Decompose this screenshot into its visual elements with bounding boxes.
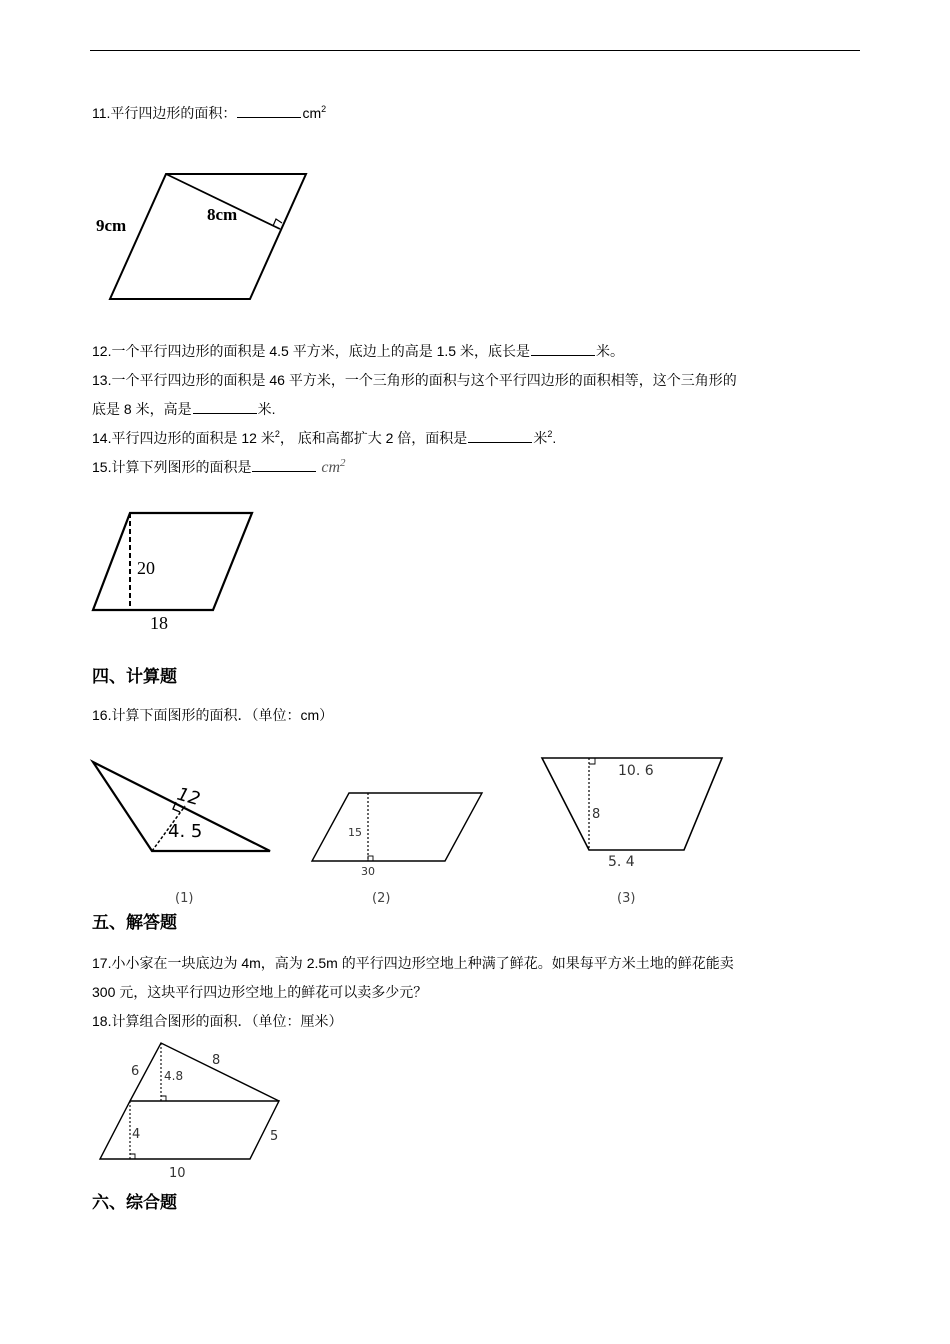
top-label: 10. 6	[618, 763, 654, 779]
height-label: 8cm	[207, 205, 238, 224]
parallelogram-side-label: 5	[270, 1129, 279, 1144]
caption-3: (3)	[617, 891, 636, 906]
answer-blank-13[interactable]	[193, 399, 257, 414]
question-15-text: 15.计算下列图形的面积是	[92, 459, 252, 475]
figure-q16-2-parallelogram	[305, 785, 495, 910]
figure-q11-parallelogram	[90, 165, 320, 310]
answer-blank-11[interactable]	[237, 103, 301, 118]
hypotenuse-label: 12	[174, 783, 203, 811]
superscript: 2	[547, 429, 553, 439]
base-label: 30	[361, 865, 375, 878]
unit-cm: cm	[321, 459, 341, 476]
right-angle-mark	[368, 856, 373, 861]
parallelogram-shape	[110, 174, 306, 299]
unit-superscript: 2	[321, 104, 327, 114]
height-label: 4. 5	[168, 821, 203, 842]
height-label: 20	[137, 558, 155, 578]
superscript: 2	[274, 429, 280, 439]
right-angle-mark	[589, 758, 595, 764]
question-16: 16.计算下面图形的面积．（单位：cm）	[92, 707, 334, 723]
right-angle-mark	[130, 1154, 135, 1159]
triangle-height-label: 4.8	[164, 1069, 184, 1083]
bottom-label: 5. 4	[608, 854, 635, 870]
answer-blank-14[interactable]	[468, 428, 532, 443]
question-18: 18.计算组合图形的面积．（单位：厘米）	[92, 1013, 343, 1029]
answer-blank-15[interactable]	[252, 457, 316, 472]
section-5-title: 五、解答题	[92, 913, 177, 932]
question-14-end: .	[552, 430, 557, 446]
caption-1: (1)	[175, 891, 194, 906]
question-17-line2: 300 元，这块平行四边形空地上的鲜花可以卖多少元？	[92, 984, 428, 1000]
parallelogram-height-label: 4	[132, 1127, 141, 1142]
base-label: 18	[150, 613, 168, 633]
section-4-title: 四、计算题	[92, 667, 177, 686]
caption-2: (2)	[372, 891, 391, 906]
unit-superscript: 2	[340, 457, 346, 469]
left-side-label: 6	[131, 1064, 140, 1079]
question-11	[92, 103, 326, 123]
answer-blank-12[interactable]	[531, 341, 595, 356]
question-13-text: 底是 8 米，高是	[92, 401, 192, 417]
figure-q15-parallelogram	[90, 505, 270, 635]
parallelogram-shape	[312, 793, 482, 861]
right-side-label: 8	[212, 1053, 221, 1068]
figure-q16-1-triangle	[90, 755, 280, 910]
question-15	[92, 457, 346, 478]
unit-cm: cm	[302, 105, 322, 121]
figure-q16-3-trapezoid	[538, 752, 728, 910]
question-17-line1: 17.小小家在一块底边为 4m，高为 2.5m 的平行四边形空地上种满了鲜花。如果每平方米土地的鲜花能卖	[92, 955, 734, 971]
height-label: 15	[348, 826, 362, 839]
question-12	[92, 341, 624, 361]
header-rule	[90, 50, 860, 51]
question-12-text: 12.一个平行四边形的面积是 4.5 平方米，底边上的高是 1.5 米，底长是	[92, 343, 530, 359]
triangle-shape	[130, 1043, 279, 1101]
side-label: 9cm	[96, 216, 127, 235]
base-label: 10	[169, 1166, 186, 1181]
right-angle-mark	[161, 1096, 166, 1101]
question-14-middle: ， 底和高都扩大 2 倍，面积是	[279, 430, 468, 446]
question-13-line1: 13.一个平行四边形的面积是 46 平方米，一个三角形的面积与这个平行四边形的面积相等，这个三角形的	[92, 372, 737, 388]
figure-q18-composite	[95, 1038, 290, 1183]
question-13-line2	[92, 399, 275, 419]
question-14-text: 14.平行四边形的面积是 12 米	[92, 430, 275, 446]
height-label: 8	[592, 807, 601, 822]
parallelogram-shape	[100, 1101, 279, 1159]
question-14	[92, 428, 556, 448]
question-14-suffix: 米	[533, 430, 548, 446]
question-13-suffix: 米.	[257, 401, 276, 417]
section-6-title: 六、综合题	[92, 1193, 177, 1212]
right-angle-mark	[273, 219, 282, 226]
question-12-suffix: 米。	[595, 343, 624, 359]
question-11-text: 11.平行四边形的面积：	[92, 105, 237, 121]
parallelogram-shape	[93, 513, 252, 610]
